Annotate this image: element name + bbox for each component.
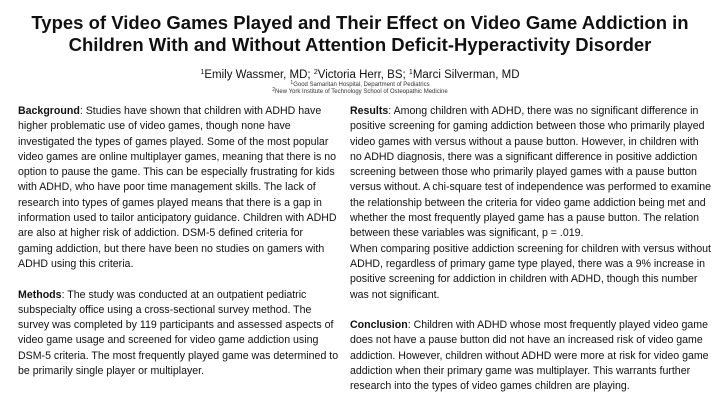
author-3-affiliation-marker: 1 <box>408 69 413 76</box>
conclusion-text: : Children with ADHD whose most frequently played video game does not have a pause button did not have an increased risk of video game addiction. However, children without ADHD were more at risk for video game addiction when their primary game was multiplayer. This warrants further research into the types of video games children are playing. <box>350 319 709 393</box>
results-section-continued: When comparing positive addiction screening for children with versus without ADHD, regardless of primary game type played, there was a 9% increase in positive screening for addiction in children with ADHD, though this number was not significant. <box>350 242 711 301</box>
author-2-name: Victoria Herr, BS; <box>317 69 409 81</box>
affiliation-2-marker: 2 <box>272 87 276 93</box>
affiliation-1-text: Good Samaritan Hospital, Department of Pediatrics <box>293 82 430 88</box>
results-heading: Results <box>350 105 389 117</box>
poster-title <box>0 12 720 56</box>
background-heading: Background <box>18 105 80 117</box>
conclusion-section <box>350 318 712 394</box>
conclusion-heading: Conclusion <box>350 319 408 332</box>
left-column <box>18 104 340 395</box>
author-2-affiliation-marker: 2 <box>313 69 318 76</box>
methods-section <box>18 288 340 380</box>
author-1-affiliation-marker: 1 <box>200 69 205 76</box>
title-line-2: Children With and Without Attention Deficit-Hyperactivity Disorder <box>68 34 652 55</box>
affiliation-2 <box>0 87 720 96</box>
author-1-name: Emily Wassmer, MD; <box>204 69 314 81</box>
background-text: : Studies have shown that children with ADHD have higher problematic use of video games, though none have investigated the types of games played. Some of the most popular video games are online multiplayer games, meaning that there is no option to pause the game. This can be especially frustrating for kids with ADHD, who have poor time management skills. The lack of research into types of games played means that there is a gap in information used to tailor anticipatory guidance. Children with ADHD are also at higher risk of addiction. DSM-5 defined criteria for gaming addiction, but there have been no studies on gamers with ADHD using this criteria. <box>18 105 337 270</box>
right-column <box>350 104 712 410</box>
methods-heading: Methods <box>18 288 62 301</box>
results-text: : Among children with ADHD, there was no significant difference in positive screening for gaming addiction between those who primarily played video games with versus without a pause button. However, in children with no ADHD diagnosis, there was a significant difference in positive addiction screening between those who primarily played games with a pause button versus without. A chi-square test of independence was performed to examine the relationship between the criteria for video game addiction being met and whether the most frequently played game has a pause button. The relation between these variables was significant, p = .019. <box>350 105 711 240</box>
author-3-name: Marci Silverman, MD <box>412 69 520 81</box>
title-line-1: Types of Video Games Played and Their Effect on Video Game Addiction in <box>31 12 689 33</box>
background-section <box>18 104 340 272</box>
affiliation-2-text: New York Institute of Technology School of Osteopathic Medicine <box>275 89 448 95</box>
results-section <box>350 104 712 242</box>
affiliation-1-marker: 1 <box>290 80 294 86</box>
methods-text: : The study was conducted at an outpatient pediatric subspecialty office using a cross-sectional survey method. The survey was completed by 119 participants and assessed aspects of video game usage and screened for video game addiction using DSM-5 criteria. The most frequently played game was determined to be primarily single player or multiplayer. <box>18 288 339 378</box>
